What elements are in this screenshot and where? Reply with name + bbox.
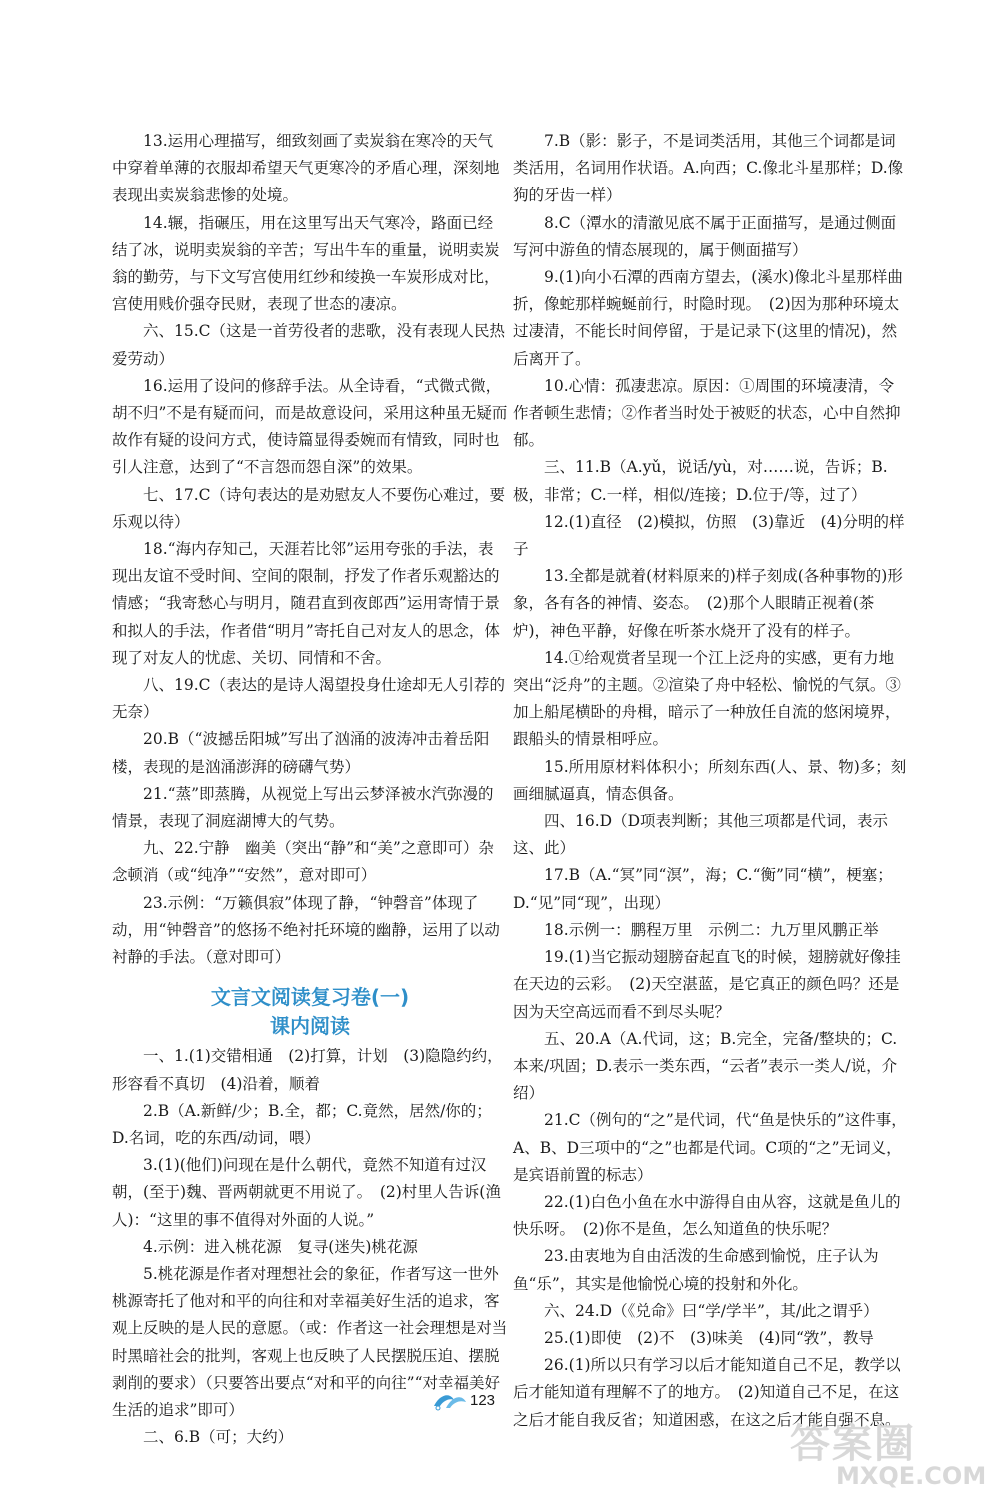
answer-paragraph: 17.B（A.“冥”同“溟”，海；C.“衡”同“横”，梗塞；D.“见”同“现”，出现） [513,866,893,912]
answer-paragraph: 21.“蒸”即蒸腾，从视觉上写出云梦泽被水汽弥漫的情景，表现了洞庭湖博大的气势。 [112,784,494,831]
answer-paragraph: 23.由衷地为自由活泼的生命感到愉悦，庄子认为鱼“乐”，其实是他愉悦心境的投射和外化。 [513,1247,879,1293]
answer-paragraph: 3.(1)(他们)问现在是什么朝代，竟然不知道有过汉朝，(至于)魏、晋两朝就更不用说了。 (2)村里人告诉(渔人)：“这里的事不值得对外面的人说。” [112,1156,501,1229]
answer-paragraph: 14.辗，指碾压，用在这里写出天气寒冷，路面已经结了冰，说明卖炭翁的辛苦；写出牛车的重量，说明卖炭翁的勤劳，与下文写宫使用红纱和绫换一车炭形成对比，宫使用贱价强夺民财，表现了世态的凄凉。 [112,213,500,314]
page-number: 123 [470,1392,496,1409]
answer-paragraph: 26.(1)所以只有学习以后才能知道自己不足，教学以后才能知道有理解不了的地方。 (2)知道自己不足，在这之后才能自我反省；知道困惑，在这之后才能自强不息。 [513,1356,901,1429]
leaf-ornament-icon [432,1388,468,1416]
answer-paragraph: 2.B（A.新鲜/少；B.全，都；C.竟然，居然/你的；D.名词，吃的东西/动词，喂） [112,1101,492,1147]
answer-paragraph: 14.①给观赏者呈现一个江上泛舟的实感，更有力地突出“泛舟”的主题。②渲染了舟中轻松、愉悦的气氛。③加上船尾横卧的舟楫，暗示了一种放任自流的悠闲境界，跟船头的情景相呼应。 [513,648,901,749]
answer-paragraph: 五、20.A（A.代词，这；B.完全，完备/整块的；C.本来/巩固；D.表示一类东西，“云者”表示一类人/说，介绍） [513,1029,898,1103]
answer-paragraph: 22.(1)白色小鱼在水中游得自由从容，这就是鱼儿的快乐呀。 (2)你不是鱼，怎么知道鱼的快乐呢？ [513,1192,901,1239]
answer-paragraph: 13.全都是就着(材料原来的)样子刻成(各种事物的)形象，各有各的神情、姿态。 (2)那个人眼睛正视着(茶炉)，神色平静，好像在听茶水烧开了没有的样子。 [513,567,903,640]
answer-paragraph: 九、22.宁静 幽美（突出“静”和“美”之意即可）杂念顿消（或“纯净”“安然”，意对即可） [112,839,494,885]
answer-paragraph: 20.B（“波撼岳阳城”写出了汹涌的波涛冲击着岳阳楼，表现的是汹涌澎湃的磅礴气势） [112,730,490,776]
answer-paragraph: 三、11.B（A.yǔ，说话/yù，对……说，告诉；B.极，非常；C.一样，相似/连接；D.位于/等，过了） [513,458,888,504]
answer-paragraph: 六、24.D（《兑命》曰“学/学半”，其/此之谓乎） [544,1301,879,1320]
answer-paragraph: 7.B（影：影子，不是词类活用，其他三个词都是词类活用，名词用作状语。A.向西；C.像北斗星那样；D.像狗的牙齿一样） [513,132,904,205]
section-subtitle: 课内阅读 [270,1014,350,1039]
section-title: 文言文阅读复习卷(一) [210,985,410,1010]
answer-paragraph: 8.C（潭水的清澈见底不属于正面描写，是通过侧面写河中游鱼的情态展现的，属于侧面描写） [513,213,897,259]
answer-paragraph: 六、15.C（这是一首劳役者的悲歌，没有表现人民热爱劳动） [112,322,506,368]
answer-paragraph: 18.“海内存知己，天涯若比邻”运用夸张的手法，表现出友谊不受时间、空间的限制，抒发了作者乐观豁达的情感；“我寄愁心与明月，随君直到夜郎西”运用寄情于景和拟人的手法，作者借“明月”寄托自己对友人的思念，体现了对友人的忧虑、关切、同情和不舍。 [112,540,500,667]
watermark-logo [790,1410,990,1490]
answer-paragraph: 19.(1)当它振动翅膀奋起直飞的时候，翅膀就好像挂在天边的云彩。 (2)天空湛蓝，是它真正的颜色吗？还是因为天空高远而看不到尽头呢？ [513,948,901,1021]
answer-paragraph: 一、1.(1)交错相通 (2)打算，计划 (3)隐隐约约，形容看不真切 (4)沿着，顺着 [112,1047,503,1093]
answer-paragraph: 二、6.B（可；大约） [143,1428,294,1447]
watermark-text: 答案圈 [790,1421,916,1467]
right-column [513,128,909,1434]
answer-paragraph: 16.运用了设问的修辞手法。从全诗看，“式微式微，胡不归”不是有疑而问，而是故意设问，采用这种虽无疑而故作有疑的设问方式，使诗篇显得委婉而有情致，同时也引人注意，达到了“不言怨而怨自深”的效果。 [112,376,508,477]
answer-paragraph: 15.所用原材料体积小；所刻东西(人、景、物)多；刻画细腻逼真，情态俱备。 [513,757,907,803]
answer-paragraph: 23.示例：“万籁俱寂”体现了静，“钟磬音”体现了动，用“钟磬音”的悠扬不绝衬托环境的幽静，运用了以动衬静的手法。（意对即可） [112,893,500,967]
answer-paragraph: 4.示例：进入桃花源 复寻(迷失)桃花源 [143,1237,418,1256]
answer-paragraph: 9.(1)向小石潭的西南方望去，(溪水)像北斗星那样曲折，像蛇那样蜿蜒前行，时隐时现。 (2)因为那种环境太过凄清，不能长时间停留，于是记录下(这里的情况)，然后离开了。 [513,268,903,368]
answer-paragraph: 21.C（例句的“之”是代词，代“鱼是快乐的”这件事，A、B、D三项中的“之”也都是代词。C项的“之”无词义，是宾语前置的标志） [513,1111,907,1184]
answer-paragraph: 13.运用心理描写，细致刻画了卖炭翁在寒冷的天气中穿着单薄的衣服却希望天气更寒冷的矛盾心理，深刻地表现出卖炭翁悲惨的处境。 [112,132,500,205]
answer-paragraph: 10.心情：孤凄悲凉。原因：①周围的环境凄清，令作者顿生悲情；②作者当时处于被贬的状态，心中自然抑郁。 [513,376,901,450]
left-column [112,128,508,1451]
answer-paragraph: 12.(1)直径 (2)模拟，仿照 (3)靠近 (4)分明的样子 [513,512,905,559]
answer-paragraph: 5.桃花源是作者对理想社会的象征，作者写这一世外桃源寄托了他对和平的向往和对幸福美好生活的追求，客观上反映的是人民的意愿。（或：作者这一社会理想是对当时黑暗社会的批判，客观上也反映了人民摆脱压迫、摆脱剥削的要求）（只要答出要点“对和平的向往”“对幸福美好生活的追求”即可） [112,1264,508,1419]
answer-paragraph: 25.(1)即使 (2)不 (3)味美 (4)同“敩”，教导 [544,1328,874,1347]
answer-paragraph: 18.示例一：鹏程万里 示例二：九万里风鹏正举 [544,920,879,939]
answer-paragraph: 四、16.D（D项表判断；其他三项都是代词，表示这、此） [513,812,889,858]
answer-paragraph: 七、17.C（诗句表达的是劝慰友人不要伤心难过，要乐观以待） [112,485,506,531]
watermark-url: MXQE.COM [836,1462,987,1490]
answer-paragraph: 八、19.C（表达的是诗人渴望投身仕途却无人引荐的无奈） [112,676,506,722]
